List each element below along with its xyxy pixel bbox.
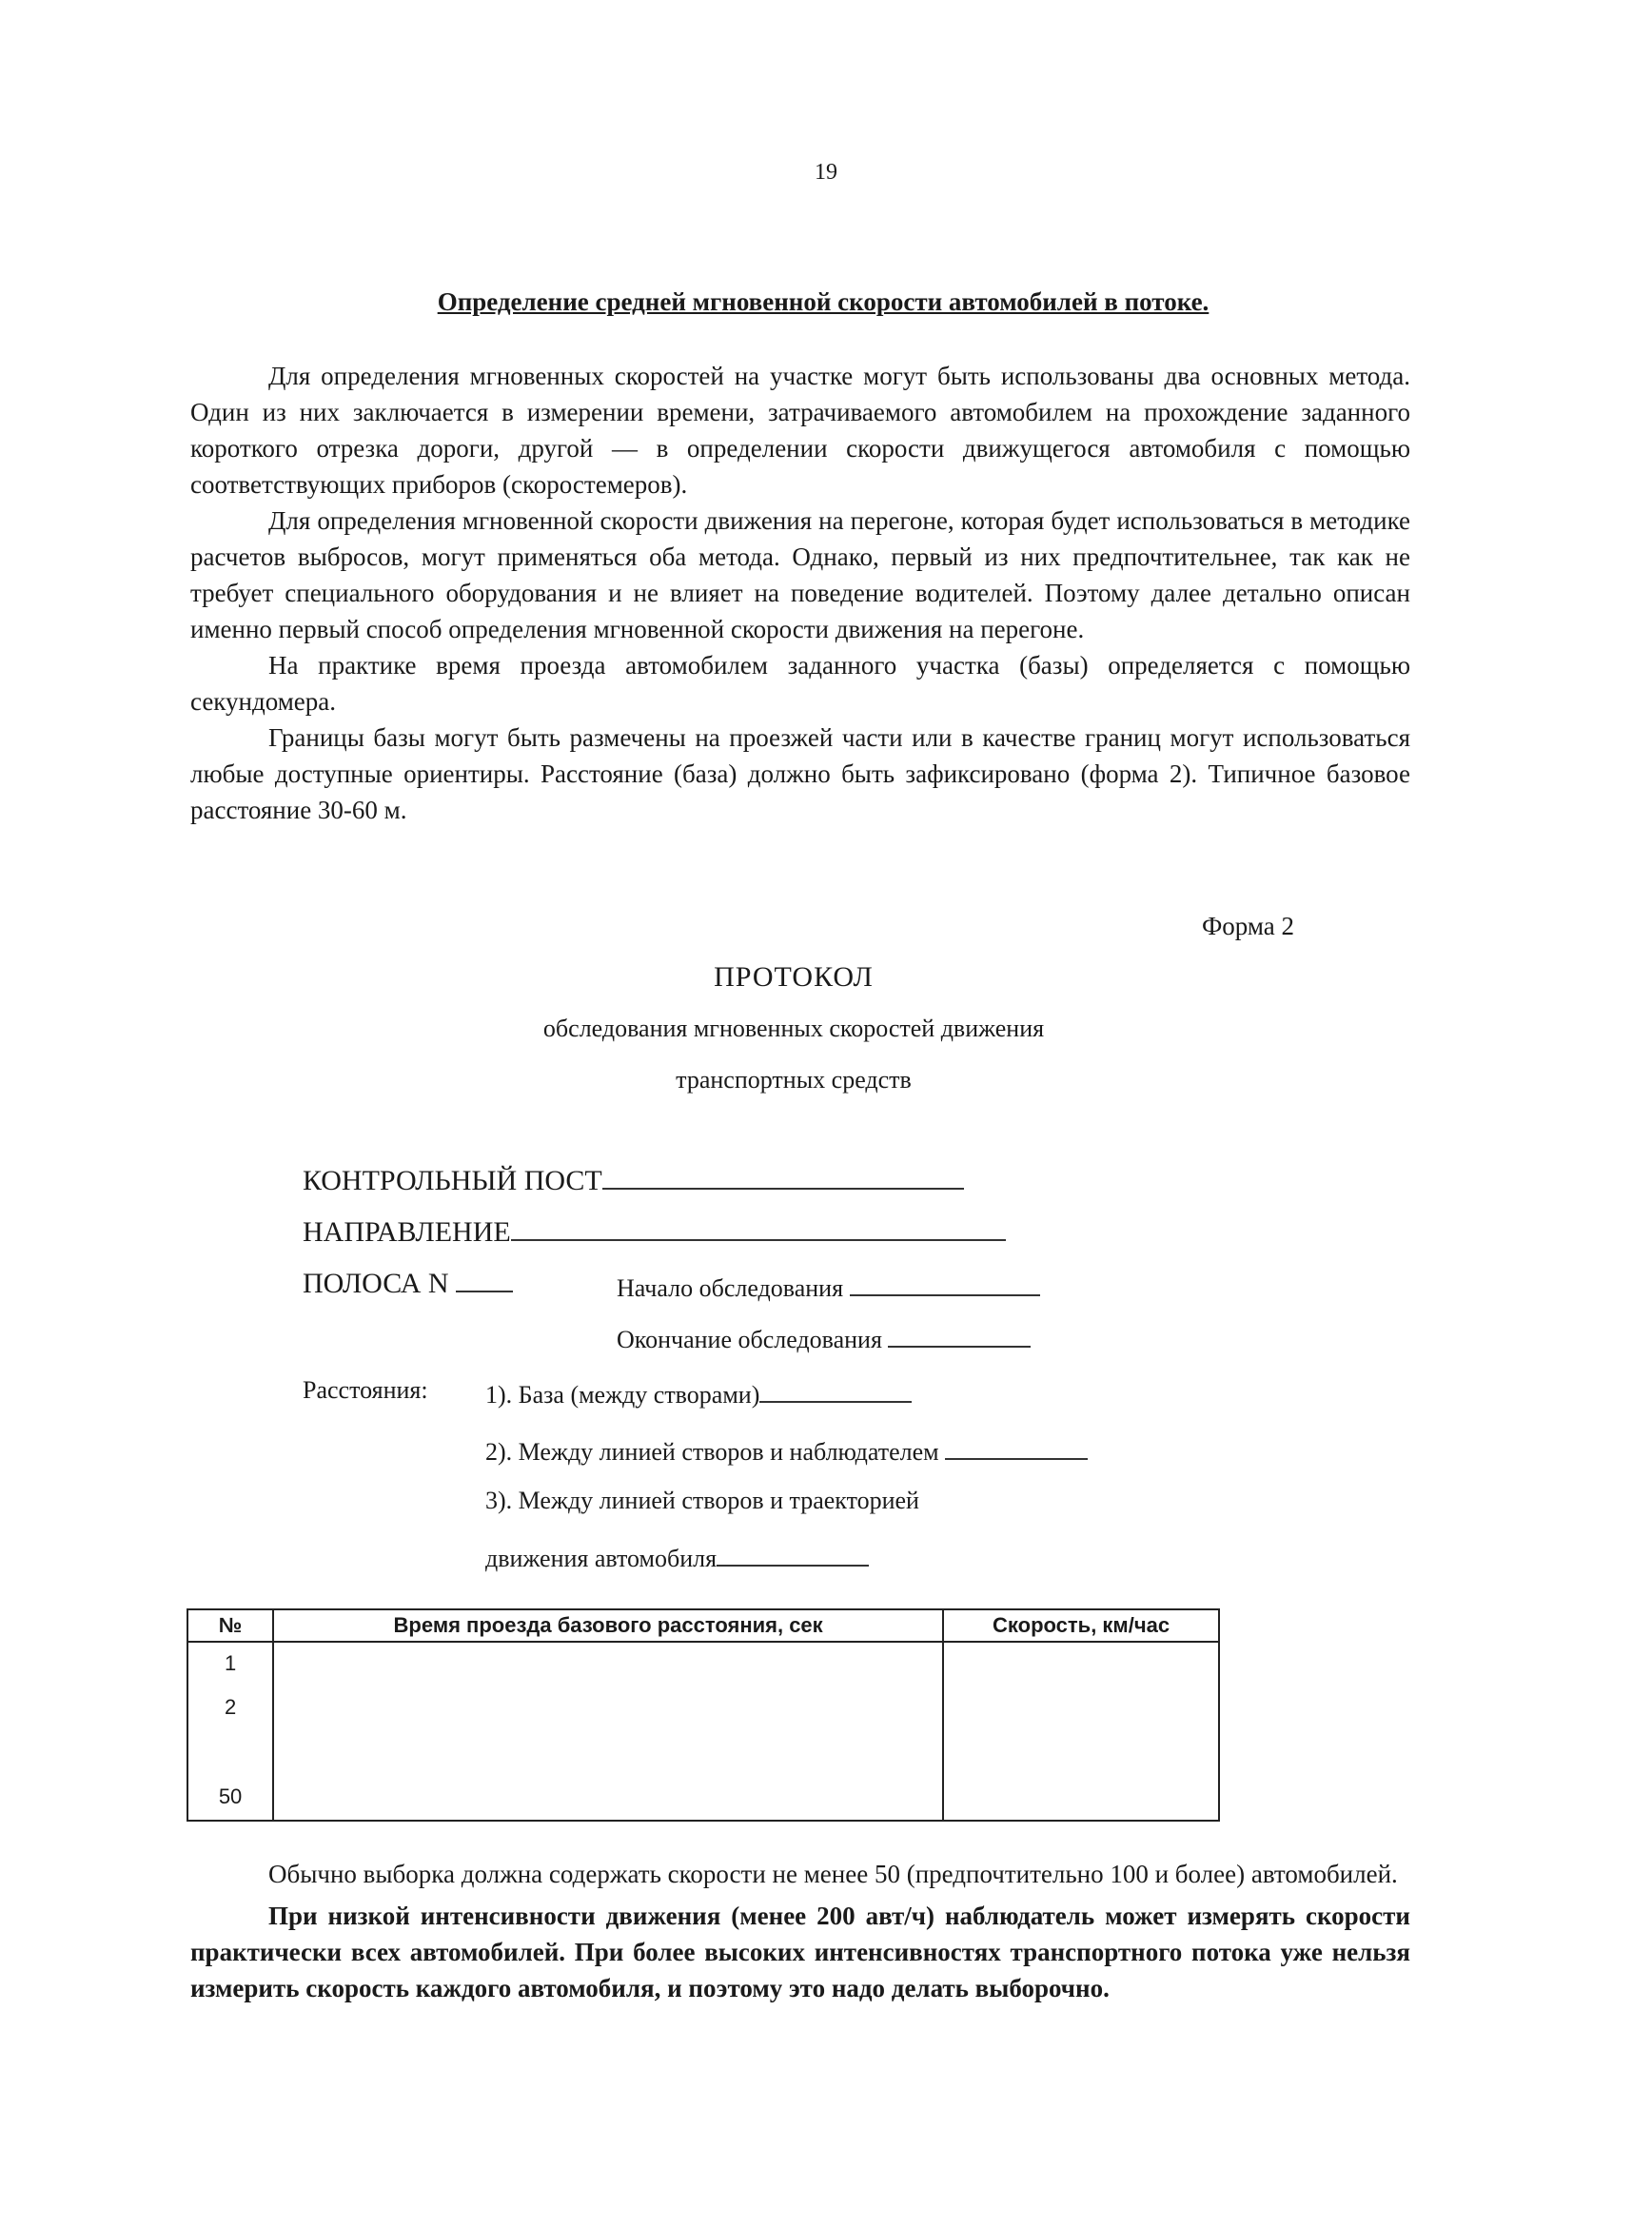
column-header-time: Время проезда базового расстояния, сек	[273, 1609, 943, 1642]
distance3-cont-label: движения автомобиля	[485, 1545, 718, 1572]
row-number	[187, 1731, 273, 1773]
time-cell	[273, 1684, 943, 1731]
column-header-number: №	[187, 1609, 273, 1642]
speed-table	[187, 1608, 1220, 1822]
page-number: 19	[815, 160, 837, 185]
row-number: 50	[187, 1773, 273, 1821]
bottom-text	[190, 1856, 1410, 2012]
table-row	[187, 1684, 1219, 1731]
body-text	[190, 358, 1410, 828]
paragraph: Для определения мгновенных скоростей на участке могут быть использованы два основных метода. Один из них заключается в измерении времени, затрачиваемого автомобилем на прохождение заданного короткого отрезка дороги, другой — в определении скорости движущегося автомобиля с помощью соответствующих приборов (скоростемеров).	[190, 362, 1410, 499]
table-row	[187, 1642, 1219, 1684]
protocol-subtitle: транспортных средств	[676, 1066, 912, 1094]
form-label: Форма 2	[1201, 912, 1294, 940]
speed-cell	[943, 1642, 1219, 1684]
distance3-label: 3). Между линией створов и траекторией	[485, 1487, 919, 1514]
control-post-blank	[602, 1163, 964, 1190]
distance1-label: 1). База (между створами)	[485, 1381, 760, 1409]
paragraph: При низкой интенсивности движения (менее 200 авт/ч) наблюдатель может измерять скорости практически всех автомобилей. При более высоких интенсивностях транспортного потока уже нельзя измерить скорость каждого автомобиля, и поэтому это надо делать выборочно.	[190, 1902, 1410, 2002]
row-number: 2	[187, 1684, 273, 1731]
table-row	[187, 1731, 1219, 1773]
table-header-row	[187, 1609, 1219, 1642]
end-label: Окончание обследования	[617, 1326, 882, 1353]
paragraph: Границы базы могут быть размечены на проезжей части или в качестве границ могут использоваться любые доступные ориентиры. Расстояние (база) должно быть зафиксировано (форма 2). Типичное базовое расстояние 30-60 м.	[190, 723, 1410, 824]
time-cell	[273, 1731, 943, 1773]
paragraph: На практике время проезда автомобилем заданного участка (базы) определяется с помощью секундомера.	[190, 651, 1410, 716]
distance3-blank	[717, 1540, 869, 1567]
lane-blank	[456, 1266, 513, 1292]
start-field	[617, 1270, 1040, 1303]
row-number: 1	[187, 1642, 273, 1684]
direction-field	[303, 1214, 1006, 1249]
paragraph: Обычно выборка должна содержать скорости не менее 50 (предпочтительно 100 и более) автомобилей.	[268, 1860, 1398, 1888]
protocol-subtitle: обследования мгновенных скоростей движения	[542, 1015, 1045, 1042]
distance1-blank	[759, 1376, 912, 1403]
speed-cell	[943, 1731, 1219, 1773]
protocol-title: ПРОТОКОЛ	[714, 961, 874, 993]
section-heading: Определение средней мгновенной скорости автомобилей в потоке.	[437, 287, 1210, 316]
distances-label: Расстояния:	[303, 1376, 428, 1404]
column-header-speed: Скорость, км/час	[943, 1609, 1219, 1642]
time-cell	[273, 1642, 943, 1684]
distance3-field	[485, 1487, 919, 1515]
end-blank	[888, 1321, 1031, 1348]
table-row	[187, 1773, 1219, 1821]
distance2-field	[485, 1433, 1088, 1467]
control-post-field	[303, 1163, 964, 1197]
distance3-cont-field	[485, 1540, 869, 1573]
lane-label: ПОЛОСА N	[303, 1268, 449, 1299]
direction-label: НАПРАВЛЕНИЕ	[303, 1216, 511, 1248]
end-field	[617, 1321, 1031, 1354]
paragraph: Для определения мгновенной скорости движения на перегоне, которая будет использоваться в методике расчетов выбросов, могут применяться оба метода. Однако, первый из них предпочтительнее, так как не требует специального оборудования и не влияет на поведение водителей. Поэтому далее детально описан именно первый способ определения мгновенной скорости движения на перегоне.	[190, 506, 1410, 643]
distance2-label: 2). Между линией створов и наблюдателем	[485, 1438, 939, 1466]
control-post-label: КОНТРОЛЬНЫЙ ПОСТ	[303, 1165, 602, 1196]
direction-blank	[511, 1214, 1006, 1241]
start-label: Начало обследования	[617, 1274, 844, 1302]
distance1-field	[485, 1376, 912, 1410]
start-blank	[850, 1270, 1040, 1296]
speed-cell	[943, 1773, 1219, 1821]
speed-cell	[943, 1684, 1219, 1731]
distance2-blank	[945, 1433, 1088, 1460]
time-cell	[273, 1773, 943, 1821]
lane-field	[303, 1266, 513, 1300]
